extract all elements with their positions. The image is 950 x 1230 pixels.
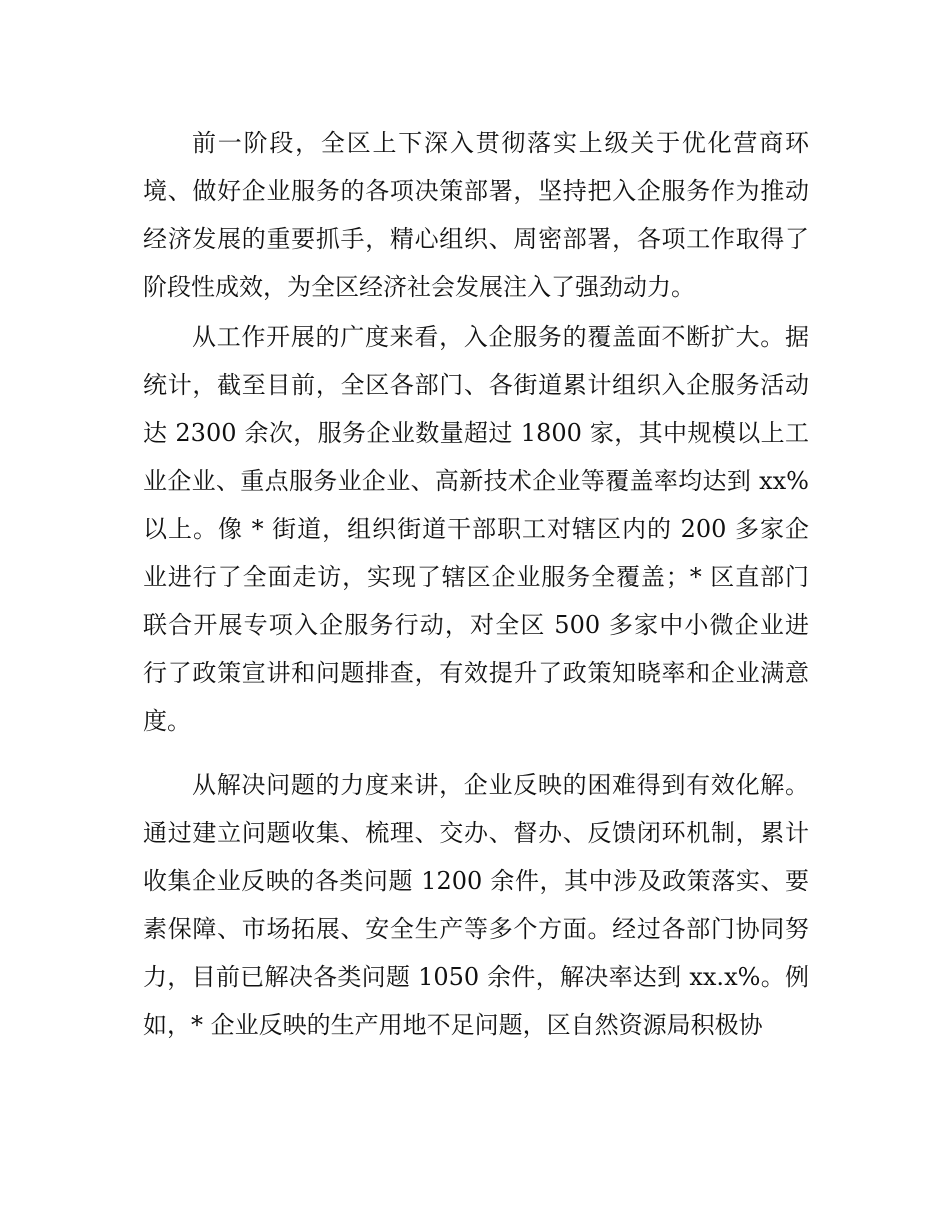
paragraph-business-service-overview <box>143 119 809 311</box>
text-line: 从解决问题的力度来讲，企业反映的困难得到有效化解。 <box>192 771 809 799</box>
text-line: 力，目前已解决各类问题 1050 余件，解决率达到 xx.x%。例 <box>143 963 809 991</box>
text-line: 境、做好企业服务的各项决策部署，坚持把入企服务作为推动 <box>143 177 809 205</box>
text-line: 业企业、重点服务业企业、高新技术企业等覆盖率均达到 xx% <box>143 467 809 495</box>
text-line: 阶段性成效，为全区经济社会发展注入了强劲动力。 <box>143 273 695 301</box>
text-line: 度。 <box>143 707 191 735</box>
document-page <box>143 119 809 1049</box>
text-line: 收集企业反映的各类问题 1200 余件，其中涉及政策落实、要 <box>143 867 809 895</box>
text-line: 如，* 企业反映的生产用地不足问题，区自然资源局积极协 <box>143 1011 763 1039</box>
text-line: 经济发展的重要抓手，精心组织、周密部署，各项工作取得了 <box>143 225 809 253</box>
text-line: 通过建立问题收集、梳理、交办、督办、反馈闭环机制，累计 <box>143 819 809 847</box>
paragraph-service-coverage <box>143 313 809 745</box>
text-line: 从工作开展的广度来看，入企服务的覆盖面不断扩大。据 <box>192 323 809 351</box>
text-line: 行了政策宣讲和问题排查，有效提升了政策知晓率和企业满意 <box>143 659 809 687</box>
text-line: 统计，截至目前，全区各部门、各街道累计组织入企服务活动 <box>143 371 809 399</box>
text-line: 前一阶段，全区上下深入贯彻落实上级关于优化营商环 <box>192 129 809 157</box>
text-line: 达 2300 余次，服务企业数量超过 1800 家，其中规模以上工 <box>143 419 809 447</box>
text-line: 业进行了全面走访，实现了辖区企业服务全覆盖；* 区直部门 <box>143 563 809 591</box>
text-line: 联合开展专项入企服务行动，对全区 500 多家中小微企业进 <box>143 611 809 639</box>
paragraph-problem-solving <box>143 761 809 1049</box>
text-line: 素保障、市场拓展、安全生产等多个方面。经过各部门协同努 <box>143 915 809 943</box>
text-line: 以上。像 * 街道，组织街道干部职工对辖区内的 200 多家企 <box>143 515 809 543</box>
